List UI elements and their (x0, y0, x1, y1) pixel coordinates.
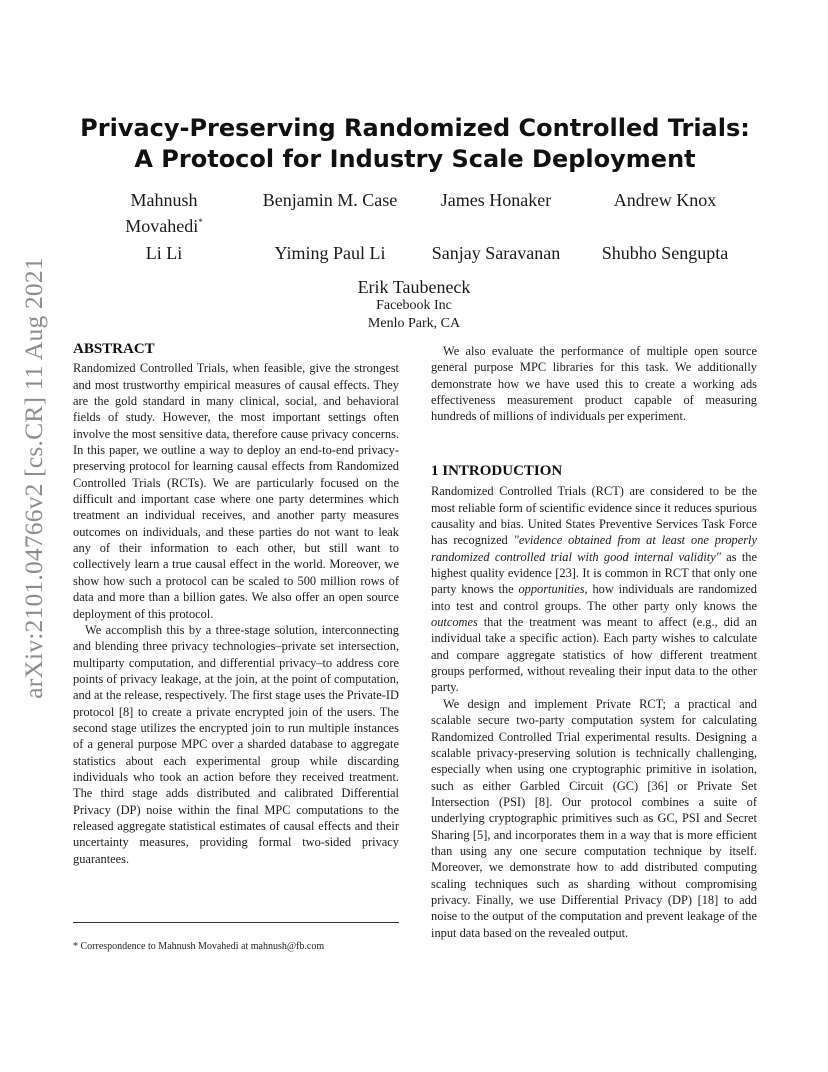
footnote-rule (73, 922, 399, 923)
intro-quote: "evidence obtained from at least one properly randomized controlled trial with good internal validity" (431, 533, 757, 564)
introduction-heading: 1 INTRODUCTION (431, 463, 563, 479)
intro-emphasis-opportunities: opportunities (518, 582, 585, 597)
author-3: James Honaker (440, 190, 552, 210)
author-5: Li Li (145, 243, 183, 263)
paper-title-line-1: Privacy-Preserving Randomized Controlled Trials: (80, 114, 750, 142)
arxiv-identifier-stamp (0, 0, 48, 699)
abstract-paragraph-2: We accomplish this by a three-stage solution, interconnecting and blending three privacy technologies–private set intersection, multiparty computation, and differential privacy–to address core points of privacy leakage, at the join, at the point of computation, and at the release, respectively. The first stage uses the Private-ID protocol [8] to create a private encrypted join of the users. The second stage utilizes the encrypted join to run multiple instances of a general purpose MPC over a sharded database to aggregate statistics about each experimental group while discarding individuals who took an action before they received treatment. The third stage adds distributed and calibrated Differential Privacy (DP) noise within the final MPC computations to the released aggregate statistical estimates of causal effects and their uncertainty measures, providing formal two-sided privacy guarantees. (73, 622, 399, 866)
author-2: Benjamin M. Case (262, 190, 398, 210)
author-4: Andrew Knox (613, 190, 717, 210)
author-9: Erik Taubeneck (357, 277, 471, 297)
author-7: Sanjay Saravanan (431, 243, 561, 263)
affiliation-organization: Facebook Inc (376, 298, 452, 313)
intro-emphasis-outcomes: outcomes (431, 615, 478, 630)
abstract-heading: ABSTRACT (73, 341, 155, 357)
author-6: Yiming Paul Li (274, 243, 386, 263)
right-column-abstract (431, 343, 757, 425)
intro-text: that the treatment was meant to affect (e.g., did an individual take a specific action). Each party wishes to calculate and compare aggregate statistics of how different treatment groups performed, without revealing their input data to the other party. (431, 615, 757, 695)
abstract-paragraph-1: Randomized Controlled Trials, when feasible, give the strongest and most trustworthy empirical measures of causal effects. They are the gold standard in many clinical, social, and behavioral fields of study. However, the most important settings often involve the most sensitive data, therefore cause privacy concerns. In this paper, we outline a way to deploy an end-to-end privacy-preserving protocol for learning causal effects from Randomized Controlled Trials (RCTs). We are particularly focused on the difficult and important case where one party determines which treatment an individual receives, and another party measures outcomes on individuals, and these parties do not want to leak any of their information to each other, but still want to collectively learn a true causal effect in the world. Moreover, we show how such a protocol can be scaled to 500 million rows of data and more than a billion gates. We also offer an open source deployment of this protocol. (73, 361, 399, 621)
correspondence-mark: * (198, 217, 203, 227)
introduction-paragraph-2: We design and implement Private RCT; a practical and scalable secure two-party computation system for calculating Randomized Controlled Trial experimental results. Designing a scalable privacy-preserving solution is technically challenging, especially when using one cryptographic primitive in isolation, such as either Garbled Circuit (GC) [36] or Private Set Intersection (PSI) [8]. Our protocol combines a suite of underlying cryptographic primitives such as GC, PSI and Secret Sharing [5], and incorporates them in a way that is more efficient than using any one secure computation technique by itself. Moreover, we demonstrate how to add distributed computing scaling techniques such as sharding without compromising privacy. Finally, we use Differential Privacy (DP) [18] to add noise to the output of the computation and prevent leakage of the input data based on the revealed output. (431, 696, 757, 940)
author-1-first-line: Mahnush (130, 190, 198, 210)
intro-text: , how individuals are randomized into test and control groups. The other party only knows the (431, 582, 757, 613)
footnote: * Correspondence to Mahnush Movahedi at mahnush@fb.com (73, 941, 325, 952)
author-1-second-line: Movahedi (125, 216, 199, 236)
arxiv-identifier-text: arXiv:2101.04766v2 [cs.CR] 11 Aug 2021 (19, 257, 48, 699)
left-column (73, 341, 399, 867)
author-8: Shubho Sengupta (601, 243, 729, 263)
introduction-paragraph-1 (431, 483, 757, 695)
intro-text: as the highest quality evidence [23]. It is common in RCT that only one party knows the (431, 549, 758, 597)
paper-title-line-2: A Protocol for Industry Scale Deployment (134, 145, 696, 173)
author-1 (104, 189, 224, 237)
introduction-section (431, 463, 757, 941)
intro-text: Randomized Controlled Trials (RCT) are considered to be the most reliable form of scientific evidence since it reduces spurious causality and bias. United States Preventive Services Task Force has recognized (431, 484, 757, 548)
abstract-paragraph-3: We also evaluate the performance of multiple open source general purpose MPC libraries for this task. We additionally demonstrate how we have used this to create a working ads effectiveness measurement product capable of measuring hundreds of millions of individuals per experiment. (431, 344, 757, 424)
affiliation-location: Menlo Park, CA (367, 316, 461, 331)
